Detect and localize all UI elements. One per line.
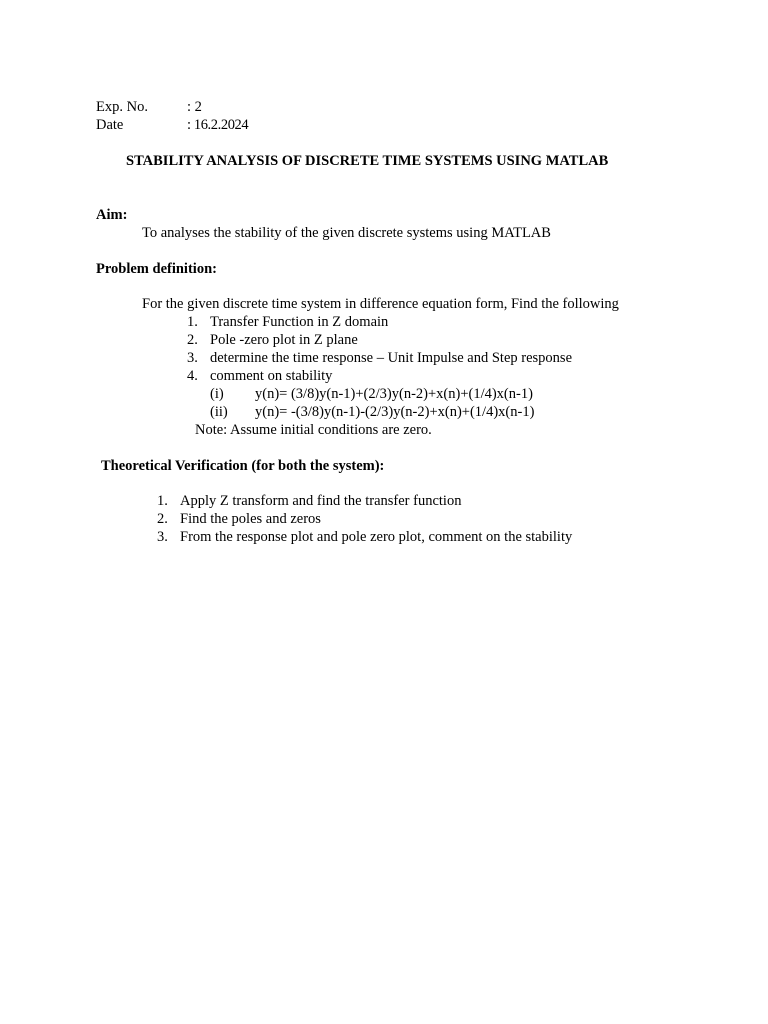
problem-intro: For the given discrete time system in difference equation form, Find the following [142,296,619,312]
list-item: determine the time response – Unit Impulse and Step response [210,350,573,366]
list-item-number: 4. [187,368,198,384]
list-item: comment on stability [210,368,333,384]
aim-heading: Aim: [96,207,128,223]
list-item-number: 3. [187,350,198,366]
list-item: Apply Z transform and find the transfer function [180,493,462,509]
list-item: From the response plot and pole zero plot, comment on the stability [180,529,573,545]
date-label: Date [96,117,124,133]
page-title: STABILITY ANALYSIS OF DISCRETE TIME SYSTEMS USING MATLAB [126,153,609,169]
problem-heading: Problem definition: [96,261,217,277]
list-item: Pole -zero plot in Z plane [210,332,358,348]
system-number: (ii) [210,404,228,420]
system-equation: y(n)= -(3/8)y(n-1)-(2/3)y(n-2)+x(n)+(1/4)x(n-1) [255,404,535,420]
verification-heading: Theoretical Verification (for both the system): [101,458,385,474]
list-item-number: 2. [157,511,168,527]
system-number: (i) [210,386,224,402]
list-item-number: 1. [187,314,198,330]
list-item: Transfer Function in Z domain [210,314,389,330]
list-item: Find the poles and zeros [180,511,321,527]
aim-text: To analyses the stability of the given discrete systems using MATLAB [142,225,551,241]
date-value: : 16.2.2024 [187,117,249,133]
exp-no-value: : 2 [187,99,202,115]
system-equation: y(n)= (3/8)y(n-1)+(2/3)y(n-2)+x(n)+(1/4)x(n-1) [255,386,533,402]
list-item-number: 1. [157,493,168,509]
note-text: Note: Assume initial conditions are zero. [195,422,432,438]
exp-no-label: Exp. No. [96,99,148,115]
list-item-number: 2. [187,332,198,348]
list-item-number: 3. [157,529,168,545]
